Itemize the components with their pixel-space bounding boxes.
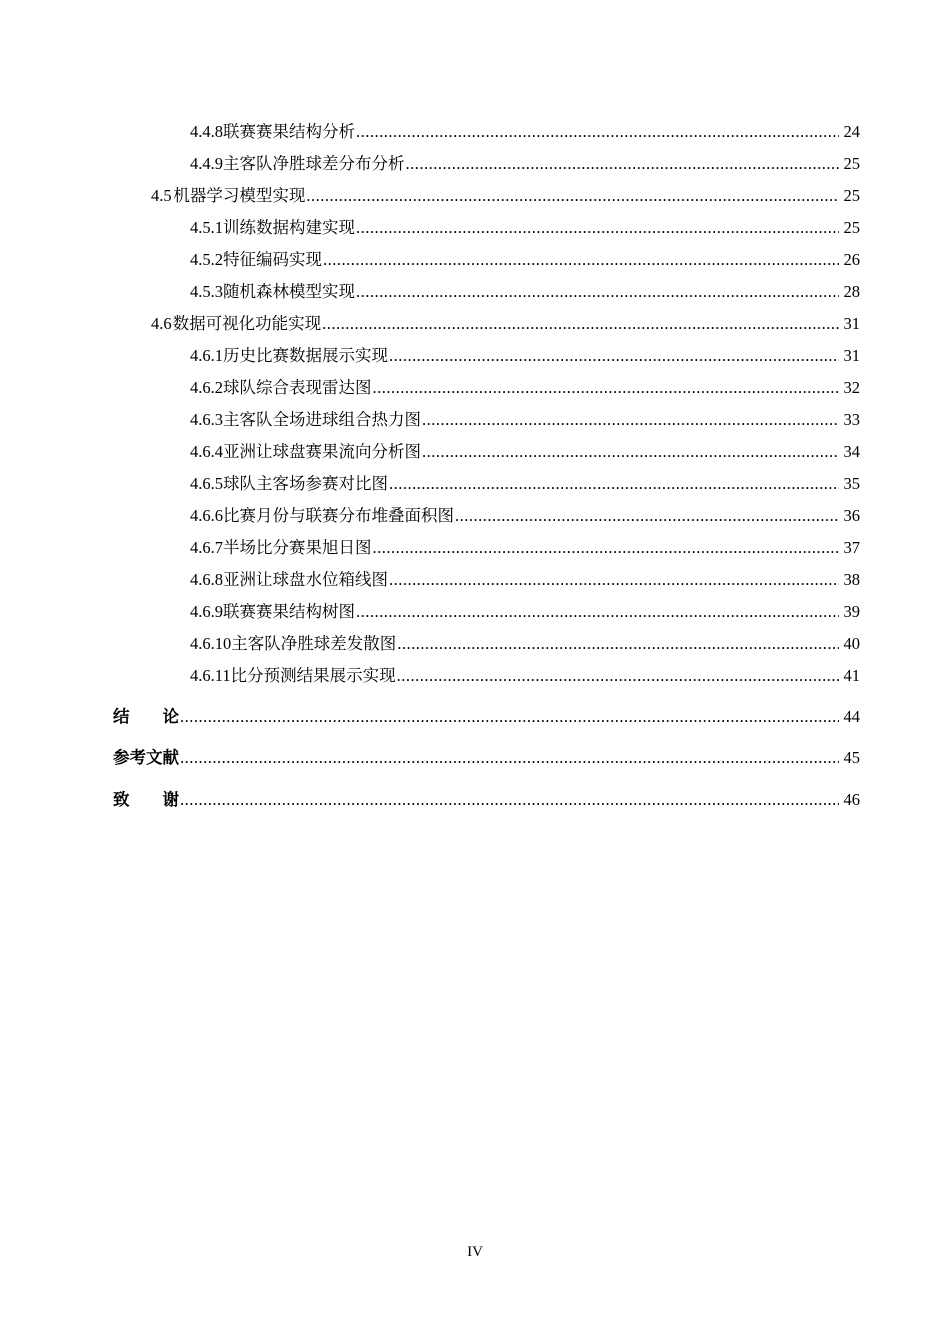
toc-dot-leader	[356, 120, 839, 144]
toc-entry-page: 25	[843, 218, 860, 237]
toc-entry-number: 4.6.10	[190, 634, 232, 653]
toc-dot-leader	[356, 216, 839, 240]
toc-entry[interactable]	[190, 152, 860, 176]
toc-entry-title: 历史比赛数据展示实现	[223, 346, 388, 365]
toc-dot-leader	[406, 152, 840, 176]
toc-dot-leader	[323, 248, 839, 272]
toc-dot-leader	[180, 746, 839, 770]
toc-entry-number: 4.4.8	[190, 122, 223, 141]
toc-entry-page: 46	[843, 790, 860, 809]
toc-entry[interactable]	[190, 504, 860, 528]
toc-entry[interactable]	[190, 344, 860, 368]
toc-entry[interactable]	[190, 664, 860, 688]
toc-entry-page: 37	[843, 538, 860, 557]
toc-dot-leader	[180, 788, 839, 812]
toc-dot-leader	[389, 344, 839, 368]
toc-entry-title: 亚洲让球盘水位箱线图	[223, 570, 388, 589]
toc-entry-page: 34	[843, 442, 860, 461]
toc-entry-title: 球队综合表现雷达图	[223, 378, 372, 397]
toc-entry[interactable]	[190, 600, 860, 624]
page-number: IV	[467, 1244, 483, 1260]
toc-entry[interactable]	[190, 216, 860, 240]
toc-entry-page: 40	[843, 634, 860, 653]
toc-entry-title: 联赛赛果结构树图	[223, 602, 355, 621]
toc-top-entry-references[interactable]	[113, 746, 860, 770]
toc-entry[interactable]	[151, 312, 860, 336]
toc-entry-page: 31	[843, 314, 860, 333]
toc-entry-number: 4.5.2	[190, 250, 223, 269]
toc-entry-title: 训练数据构建实现	[223, 218, 355, 237]
toc-dot-leader	[373, 536, 840, 560]
toc-entry-number: 4.6.8	[190, 570, 223, 589]
toc-top-entry-title: 致 谢	[113, 790, 179, 809]
toc-top-entry-title: 结 论	[113, 707, 179, 726]
toc-entry[interactable]	[190, 376, 860, 400]
toc-dot-leader	[356, 280, 839, 304]
toc-dot-leader	[322, 312, 839, 336]
toc-dot-leader	[397, 632, 839, 656]
toc-entry-title: 比赛月份与联赛分布堆叠面积图	[223, 506, 454, 525]
toc-dot-leader	[180, 705, 839, 729]
toc-entry-number: 4.6	[151, 314, 172, 333]
toc-entry[interactable]	[190, 280, 860, 304]
toc-dot-leader	[356, 600, 839, 624]
toc-entry-number: 4.6.6	[190, 506, 223, 525]
toc-entry-number: 4.6.11	[190, 666, 231, 685]
toc-entry-page: 32	[843, 378, 860, 397]
toc-dot-leader	[455, 504, 839, 528]
toc-entry[interactable]	[190, 568, 860, 592]
toc-entry-number: 4.6.2	[190, 378, 223, 397]
toc-entry-number: 4.5.1	[190, 218, 223, 237]
toc-entry-page: 33	[843, 410, 860, 429]
toc-entry-title: 球队主客场参赛对比图	[223, 474, 388, 493]
toc-entry-page: 26	[843, 250, 860, 269]
toc-entry[interactable]	[190, 632, 860, 656]
toc-entry[interactable]	[190, 440, 860, 464]
toc-entry-title: 半场比分赛果旭日图	[223, 538, 372, 557]
toc-entry-page: 36	[843, 506, 860, 525]
toc-entry-page: 31	[843, 346, 860, 365]
toc-entry-page: 44	[843, 707, 860, 726]
toc-entry-title: 随机森林模型实现	[223, 282, 355, 301]
toc-entry-page: 24	[843, 122, 860, 141]
toc-entry-page: 41	[843, 666, 860, 685]
toc-entry-page: 35	[843, 474, 860, 493]
toc-entry-number: 4.6.5	[190, 474, 223, 493]
toc-entry-title: 主客队全场进球组合热力图	[223, 410, 421, 429]
toc-entry-number: 4.6.7	[190, 538, 223, 557]
toc-entry-page: 38	[843, 570, 860, 589]
toc-dot-leader	[389, 472, 839, 496]
toc-dot-leader	[389, 568, 839, 592]
toc-entry-title: 机器学习模型实现	[173, 186, 306, 205]
toc-top-entry-acknowledgements[interactable]	[113, 788, 860, 812]
toc-dot-leader	[422, 440, 839, 464]
toc-entry-number: 4.6.4	[190, 442, 223, 461]
toc-entry-number: 4.6.1	[190, 346, 223, 365]
toc-entry-number: 4.5.3	[190, 282, 223, 301]
toc-dot-leader	[422, 408, 839, 432]
toc-top-entry-conclusion[interactable]	[113, 705, 860, 729]
toc-entry-number: 4.6.3	[190, 410, 223, 429]
toc-dot-leader	[397, 664, 839, 688]
toc-entry[interactable]	[190, 408, 860, 432]
toc-entry-page: 25	[843, 154, 860, 173]
toc-dot-leader	[306, 184, 839, 208]
toc-entry-number: 4.4.9	[190, 154, 223, 173]
toc-entry-title: 特征编码实现	[223, 250, 322, 269]
toc-entry-page: 25	[843, 186, 860, 205]
toc-entry-number: 4.5	[151, 186, 172, 205]
toc-entry[interactable]	[190, 472, 860, 496]
toc-dot-leader	[373, 376, 840, 400]
toc-entry-title: 主客队净胜球差分布分析	[223, 154, 405, 173]
toc-entry[interactable]	[190, 120, 860, 144]
toc-top-entry-title: 参考文献	[113, 748, 179, 767]
toc-entry[interactable]	[151, 184, 860, 208]
toc-entry-title: 数据可视化功能实现	[172, 314, 322, 333]
toc-entry-page: 45	[843, 748, 860, 767]
toc-entry-number: 4.6.9	[190, 602, 223, 621]
toc-entry-title: 比分预测结果展示实现	[230, 666, 396, 685]
toc-entry-page: 28	[843, 282, 860, 301]
toc-entry-title: 联赛赛果结构分析	[223, 122, 355, 141]
toc-entry-page: 39	[843, 602, 860, 621]
toc-entry[interactable]	[190, 536, 860, 560]
toc-entry[interactable]	[190, 248, 860, 272]
toc-entry-title: 亚洲让球盘赛果流向分析图	[223, 442, 421, 461]
toc-entry-title: 主客队净胜球差发散图	[231, 634, 397, 653]
